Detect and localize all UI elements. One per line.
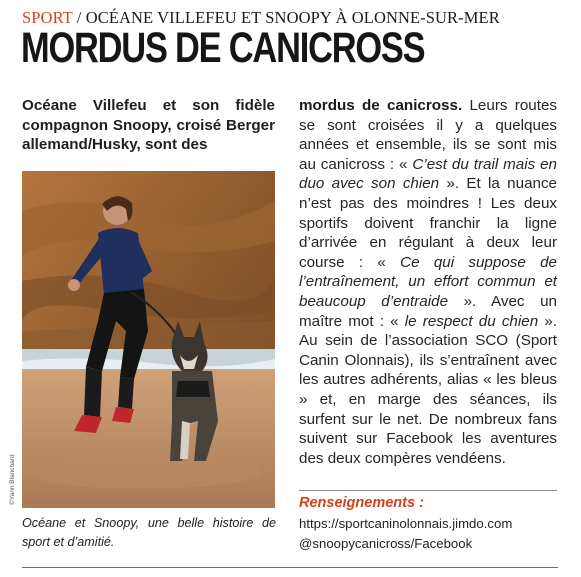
photo-credit: ©Yann Blanchard — [9, 454, 16, 505]
kicker-text: / OCÉANE VILLEFEU ET SNOOPY À OLONNE-SUR-MER — [72, 8, 500, 27]
section-rubric: SPORT — [22, 8, 73, 27]
article-title: MORDUS DE CANICROSS — [21, 24, 425, 72]
bottom-rule — [22, 567, 558, 568]
info-title: Renseignements : — [299, 495, 424, 511]
facebook-handle[interactable]: @snoopycanicross/Facebook — [299, 536, 473, 551]
quote: C’est du trail mais en duo avec son chien — [299, 155, 557, 193]
body-text: ». Avec un maître mot : « — [299, 292, 557, 330]
runner-with-dog-illustration — [22, 171, 275, 508]
article-lede: Océane Villefeu et son fidèle compagnon Snoopy, croisé Berger allemand/Husky, sont des — [22, 97, 275, 153]
body-text: Leurs routes se sont croisées il y a quelques années et ensemble, ils se sont mis au canicross : « — [299, 97, 557, 173]
info-divider — [299, 490, 557, 491]
article-body — [299, 96, 557, 468]
quote: le respect du chien — [404, 312, 539, 330]
quote: Ce qui suppose de l’entraînement, un effort commun et beaucoup d’entraide — [299, 253, 557, 310]
body-text: ». Et la nuance n’est pas des moindres ! Les deux sportifs doivent franchir la ligne d’arrivée en régulant à deux leur course : « — [299, 175, 557, 271]
photo-caption: Océane et Snoopy, une belle histoire de sport et d’amitié. — [22, 516, 276, 549]
body-lead-in: mordus de canicross. — [299, 97, 463, 114]
body-text: ». Au sein de l’association SCO (Sport Canin Olonnais), ils s’entraînent avec les autres adhérents, alias « les bleus » et, en marge des séances, ils surfent sur le net. De nombreux fans suivent sur Facebook les aventures des deux compères vendéens. — [299, 312, 557, 467]
article-photo — [22, 171, 275, 508]
website-link[interactable]: https://sportcaninolonnais.jimdo.com — [299, 516, 513, 531]
